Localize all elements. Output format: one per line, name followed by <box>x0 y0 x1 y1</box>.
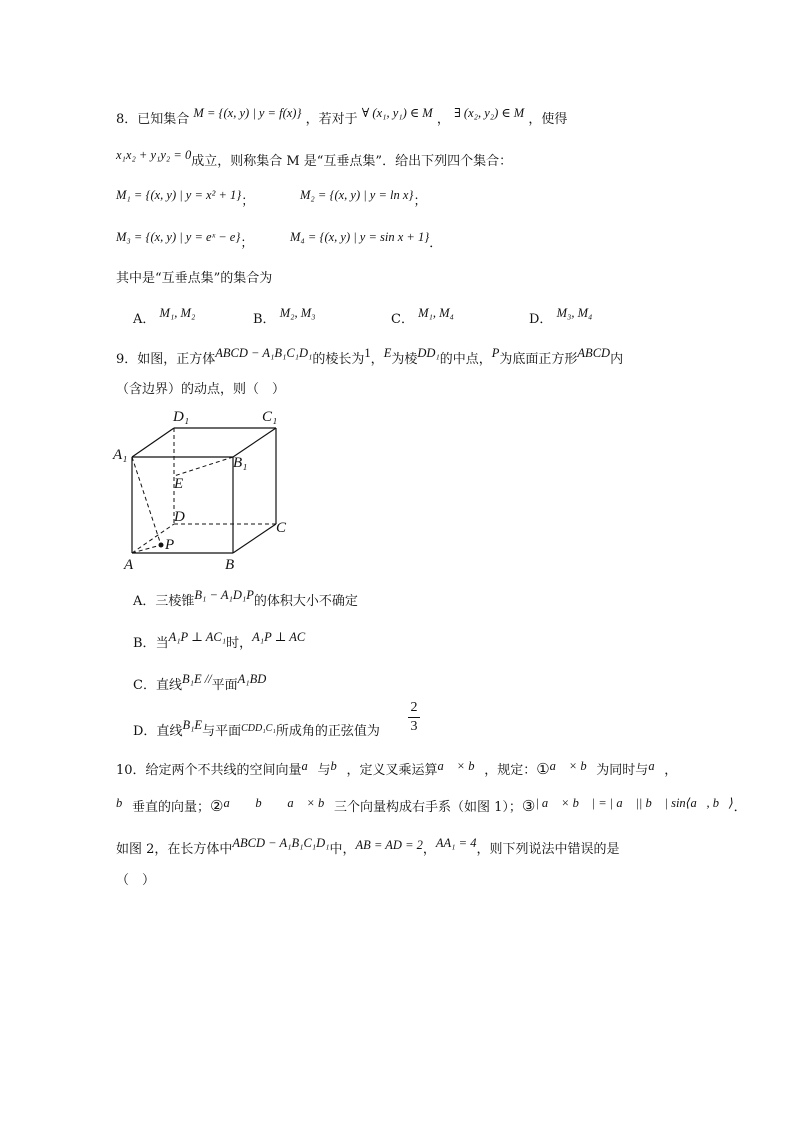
segment-B1-E <box>174 457 233 476</box>
vector-b: b⃗ <box>330 759 347 773</box>
m4-end: ． <box>429 236 443 251</box>
q8-set-M: M = {(x, y) | y = f(x)} <box>193 106 302 120</box>
fraction-bar <box>408 717 420 718</box>
q9-E: E <box>383 346 392 360</box>
edge-B1-C1 <box>233 428 276 457</box>
option-math2: A₁BD <box>237 672 267 686</box>
label-B: B <box>225 557 235 572</box>
m1-end: ； <box>241 194 255 209</box>
q10-text-b: ，定义叉乘运算 <box>346 763 438 778</box>
option-letter: A． <box>133 312 156 327</box>
q10-line3-text-b: 中， <box>329 842 356 857</box>
option-math: A₁P ⊥ AC₁ <box>168 630 227 644</box>
fraction-denominator: 3 <box>410 719 418 734</box>
q10-line-2 <box>116 797 747 817</box>
q9-text-e: 的中点， <box>439 352 492 367</box>
q10-line2-text: 垂直的向量； <box>131 800 210 815</box>
option-letter: D． <box>529 312 553 327</box>
q8-forall: ∀ (x₁, y₁) ∈ M <box>361 106 433 120</box>
q8-comma: ， <box>436 112 450 127</box>
option-mid: 平面 <box>211 678 238 693</box>
option-letter: B． <box>133 636 156 651</box>
q8-set-m3 <box>116 230 254 253</box>
option-letter: A． <box>133 594 156 609</box>
m2-formula: M₂ = {(x, y) | y = ln x} <box>300 188 414 202</box>
option-mid: 时， <box>226 636 253 651</box>
label-P: P <box>165 537 175 553</box>
q9-intro: 9．如图，正方体 <box>116 352 216 367</box>
option-post: 所成角的正弦值为 <box>275 724 380 739</box>
q10-formula: | a⃗ × b⃗ | = | a⃗ || b⃗ | sin⟨a⃗, b⃗⟩ <box>535 796 734 810</box>
q9-option-c[interactable] <box>133 674 266 693</box>
q8-set-m1 <box>116 188 255 211</box>
option-letter: B． <box>253 312 276 327</box>
option-math: B₁ − A₁D₁P <box>194 588 254 602</box>
option-text: M₂, M₃ <box>279 306 316 320</box>
q9-option-a[interactable] <box>133 590 358 609</box>
point-P <box>159 543 164 548</box>
option-text: M₁, M₄ <box>418 306 454 320</box>
q9-P: P <box>491 346 500 360</box>
option-pre: 当 <box>155 636 169 651</box>
q9-DD1: DD₁ <box>417 346 440 360</box>
m2-end: ； <box>413 194 427 209</box>
q8-option-a[interactable] <box>133 308 195 327</box>
segment-A1-P <box>132 457 161 545</box>
segment-A-P <box>132 545 161 553</box>
q10-line3-comma: ， <box>422 842 436 857</box>
q9-text-d: 为棱 <box>391 352 418 367</box>
q10-ab: AB = AD = 2 <box>355 838 423 852</box>
q9-text-f: 为底面正方形 <box>499 352 578 367</box>
q8-option-d[interactable] <box>529 308 592 327</box>
cube-figure <box>110 407 300 572</box>
q10-vectors: a⃗ ， b⃗ ， a⃗ × b⃗ <box>223 796 334 810</box>
q9-line-1 <box>116 346 624 369</box>
option-pre: 直线 <box>155 678 182 693</box>
q9-line-2: （含边界）的动点，则（ ） <box>116 382 286 397</box>
q8-condition: x₁x₂ + y₁y₂ = 0 <box>116 148 192 162</box>
m4-formula: M₄ = {(x, y) | y = sin x + 1} <box>290 230 430 244</box>
option-text: M₃, M₄ <box>556 306 593 320</box>
edge-B-C <box>233 524 276 553</box>
q9-cube: ABCD − A₁B₁C₁D₁ <box>215 346 313 360</box>
q8-set-m2 <box>300 188 427 211</box>
q8-line-1 <box>116 106 568 129</box>
option-letter: C． <box>133 678 156 693</box>
q9-edge: 1 <box>364 346 371 360</box>
q10-box: ABCD − A₁B₁C₁D₁ <box>232 836 330 850</box>
q8-question: 其中是“互垂点集”的集合为 <box>116 271 273 286</box>
q10-line-3 <box>116 836 620 859</box>
q8-text-c: ，使得 <box>528 112 568 127</box>
q9-option-d-fraction <box>408 700 420 735</box>
option-mid: 与平面 <box>202 724 242 739</box>
option-math: B₁E // <box>181 672 212 686</box>
q8-line-2 <box>116 148 513 171</box>
m3-end: ； <box>240 236 254 251</box>
q10-line3-text-a: 如图 2，在长方体中 <box>116 842 233 857</box>
q10-text-c: ，规定： <box>484 763 537 778</box>
q9-option-d[interactable] <box>133 720 380 739</box>
label-C1: C₁ <box>262 409 278 425</box>
q8-set-m4 <box>290 230 443 253</box>
q9-text-b: 的棱长为 <box>312 352 365 367</box>
label-A1: A₁ <box>113 447 128 463</box>
q10-with: 与 <box>317 763 331 778</box>
q10-answer-parens: （ ） <box>116 873 156 888</box>
q8-option-b[interactable] <box>253 308 315 327</box>
q9-ABCD: ABCD <box>577 346 611 360</box>
q9-text-g: 内 <box>610 352 624 367</box>
q8-intro-text: 8．已知集合 <box>116 112 190 127</box>
option-letter: C． <box>391 312 414 327</box>
circle-one: ① <box>536 760 550 778</box>
label-C: C <box>276 520 287 536</box>
q10-line3-text-d: ，则下列说法中错误的是 <box>476 842 620 857</box>
q10-line2-end: ． <box>733 800 747 815</box>
option-post: 的体积大小不确定 <box>253 594 358 609</box>
option-math: B₁E <box>182 718 203 732</box>
label-E: E <box>174 476 184 492</box>
label-A: A <box>124 557 134 572</box>
option-math2: CDD₁C₁ <box>241 723 276 734</box>
q9-option-b[interactable] <box>133 632 305 651</box>
q10-text-d: 为同时与 <box>596 763 649 778</box>
q8-line2-text: 成立，则称集合 M 是“互垂点集”．给出下列四个集合： <box>191 154 513 169</box>
option-math2: A₁P ⊥ AC <box>252 630 306 644</box>
q10-text-e: ， <box>664 763 678 778</box>
fraction-numerator: 2 <box>410 700 418 715</box>
circle-two: ② <box>210 797 224 815</box>
q9-comma: ， <box>370 352 384 367</box>
option-text: M₁, M₂ <box>159 306 196 320</box>
option-letter: D． <box>133 724 157 739</box>
q8-option-c[interactable] <box>391 308 454 327</box>
option-pre: 直线 <box>156 724 183 739</box>
q10-aa1: AA₁ = 4 <box>435 836 477 850</box>
vector-a-2: a⃗ <box>648 759 665 773</box>
m3-formula: M₃ = {(x, y) | y = eˣ − e} <box>116 230 241 244</box>
label-D1: D₁ <box>173 409 190 425</box>
q10-intro: 10．给定两个不共线的空间向量 <box>116 763 302 778</box>
option-pre: 三棱锥 <box>155 594 195 609</box>
cross-product-2: a⃗ × b⃗ <box>549 759 597 773</box>
m1-formula: M₁ = {(x, y) | y = x² + 1} <box>116 188 242 202</box>
q10-line2-text-c: 三个向量构成右手系（如图 1）； <box>333 800 522 815</box>
edge-A1-D1 <box>132 428 174 457</box>
label-D: D <box>174 509 185 525</box>
vector-b-2: b⃗ <box>116 796 132 810</box>
label-B1: B₁ <box>233 455 248 471</box>
q8-text-b: ，若对于 <box>305 112 358 127</box>
q8-exists: ∃ (x₂, y₂) ∈ M <box>454 106 525 120</box>
circle-three: ③ <box>521 797 536 815</box>
q10-line-1 <box>116 760 677 780</box>
vector-a: a⃗ <box>301 759 318 773</box>
cross-product: a⃗ × b⃗ <box>437 759 485 773</box>
